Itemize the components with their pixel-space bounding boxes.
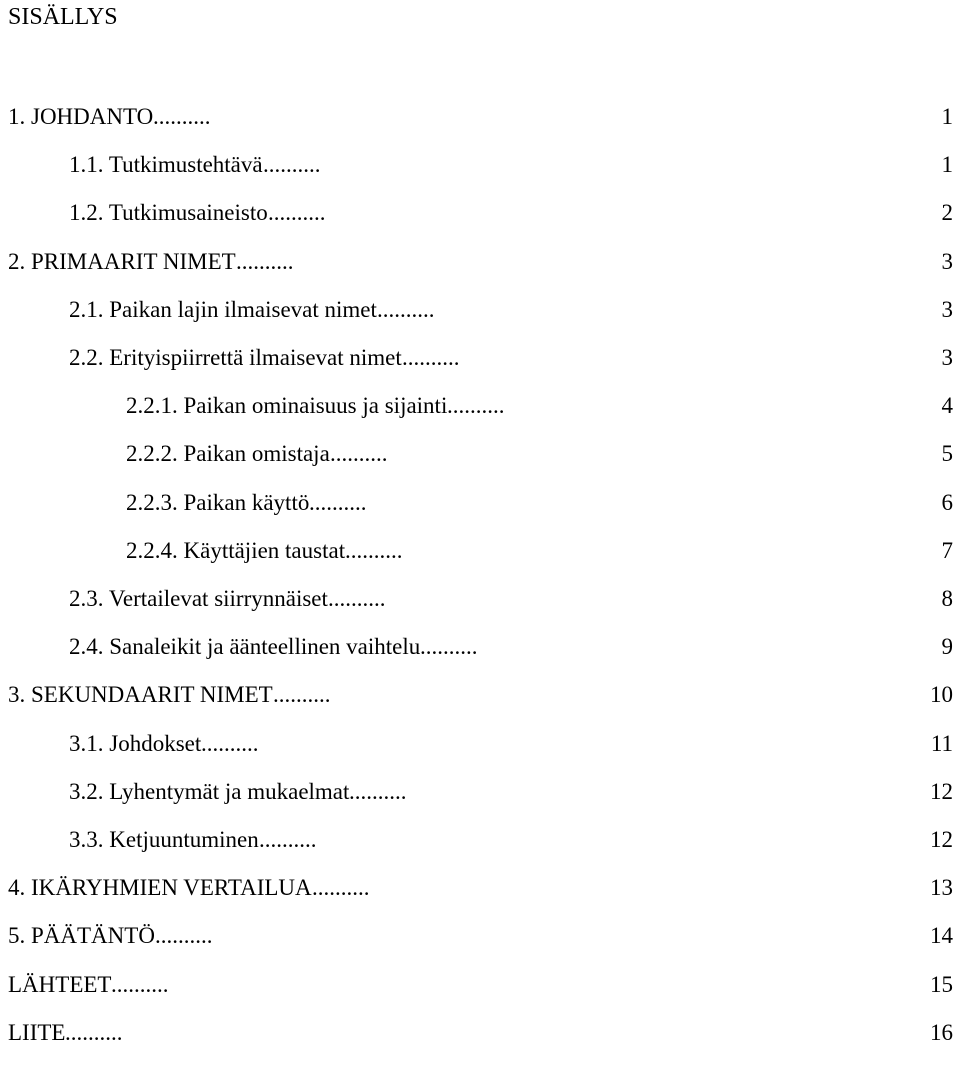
toc-entry-label: 4. IKÄRYHMIEN VERTAILUA	[8, 875, 312, 900]
toc-entry-label: 2.1. Paikan lajin ilmaisevat nimet	[69, 297, 377, 322]
toc-leader-dots: ..........	[312, 875, 370, 900]
toc-leader-dots: ..........	[201, 731, 259, 756]
toc-entry-label: 2. PRIMAARIT NIMET	[8, 249, 236, 274]
toc-leader-dots: ..........	[420, 634, 478, 659]
toc-entry	[8, 102, 953, 132]
toc-leader-dots: ..........	[377, 297, 435, 322]
toc-entry-label: LÄHTEET	[8, 972, 112, 997]
toc-leader-dots: ..........	[330, 441, 388, 466]
toc-leader-dots: ..........	[447, 393, 505, 418]
toc-entry-page: 4	[941, 393, 953, 418]
toc-leader-dots: ..........	[309, 490, 367, 515]
toc-entry	[126, 488, 953, 518]
toc-leader-dots: ..........	[349, 779, 407, 804]
toc-entry-label: 2.4. Sanaleikit ja äänteellinen vaihtelu	[69, 634, 421, 659]
toc-entry-label: 2.2. Erityispiirrettä ilmaisevat nimet	[69, 345, 402, 370]
document-title: SISÄLLYS	[8, 4, 118, 30]
toc-entry-label: 2.2.2. Paikan omistaja	[126, 441, 330, 466]
toc-entry-label: 3. SEKUNDAARIT NIMET	[8, 682, 273, 707]
toc-entry-page: 12	[930, 779, 953, 804]
toc-leader-dots: ..........	[153, 104, 211, 129]
toc-entry	[8, 1018, 953, 1048]
toc-entry-label: 3.2. Lyhentymät ja mukaelmat	[69, 779, 350, 804]
toc-entry-label: 2.3. Vertailevat siirrynnäiset	[69, 586, 328, 611]
toc-entry	[126, 391, 953, 421]
toc-entry	[69, 343, 953, 373]
toc-entry-page: 10	[930, 682, 953, 707]
toc-entry	[8, 921, 953, 951]
toc-entry	[126, 439, 953, 469]
toc-entry-page: 6	[941, 490, 953, 515]
toc-leader-dots: ..........	[345, 538, 403, 563]
toc-entry	[69, 825, 953, 855]
toc-entry-label: LIITE	[8, 1020, 66, 1045]
toc-leader-dots: ..........	[273, 682, 331, 707]
toc-leader-dots: ..........	[259, 827, 317, 852]
toc-entry	[8, 873, 953, 903]
toc-entry-page: 7	[941, 538, 953, 563]
toc-entry	[69, 150, 953, 180]
toc-entry-label: 3.3. Ketjuuntuminen	[69, 827, 259, 852]
toc-entry	[69, 295, 953, 325]
toc-leader-dots: ..........	[155, 923, 213, 948]
toc-entry-label: 2.2.3. Paikan käyttö	[126, 490, 310, 515]
toc-entry-label: 2.2.1. Paikan ominaisuus ja sijainti	[126, 393, 448, 418]
toc-entry-page: 12	[930, 827, 953, 852]
toc-entry-label: 1.2. Tutkimusaineisto	[69, 200, 268, 225]
toc-leader-dots: ..........	[268, 200, 326, 225]
toc-entry	[8, 680, 953, 710]
toc-entry-label: 1. JOHDANTO	[8, 104, 154, 129]
toc-entry-page: 3	[941, 345, 953, 370]
toc-entry-page: 15	[930, 972, 953, 997]
toc-entry-label: 3.1. Johdokset	[69, 731, 202, 756]
toc-entry-label: 1.1. Tutkimustehtävä	[69, 152, 263, 177]
toc-leader-dots: ..........	[236, 249, 294, 274]
toc-entry-page: 1	[941, 152, 953, 177]
toc-entry-page: 3	[941, 297, 953, 322]
toc-entry-page: 5	[941, 441, 953, 466]
toc-entry	[8, 247, 953, 277]
toc-entry-page: 16	[930, 1020, 953, 1045]
toc-entry	[126, 536, 953, 566]
toc-leader-dots: ..........	[402, 345, 460, 370]
toc-entry-page: 8	[941, 586, 953, 611]
toc-entry-page: 1	[941, 104, 953, 129]
toc-entry	[69, 198, 953, 228]
toc-entry	[69, 777, 953, 807]
toc-entry-label: 2.2.4. Käyttäjien taustat	[126, 538, 346, 563]
toc-leader-dots: ..........	[328, 586, 386, 611]
toc-entry	[8, 970, 953, 1000]
toc-entry-page: 9	[941, 634, 953, 659]
toc-entry	[69, 584, 953, 614]
toc-leader-dots: ..........	[111, 972, 169, 997]
toc-entry-page: 11	[930, 731, 953, 756]
toc-entry	[69, 632, 953, 662]
toc-entry-page: 13	[930, 875, 953, 900]
toc-entry	[69, 729, 953, 759]
toc-leader-dots: ..........	[263, 152, 321, 177]
toc-entry-page: 2	[941, 200, 953, 225]
toc-entry-label: 5. PÄÄTÄNTÖ	[8, 923, 155, 948]
toc-entry-page: 3	[941, 249, 953, 274]
toc-entry-page: 14	[930, 923, 953, 948]
toc-leader-dots: ..........	[65, 1020, 123, 1045]
